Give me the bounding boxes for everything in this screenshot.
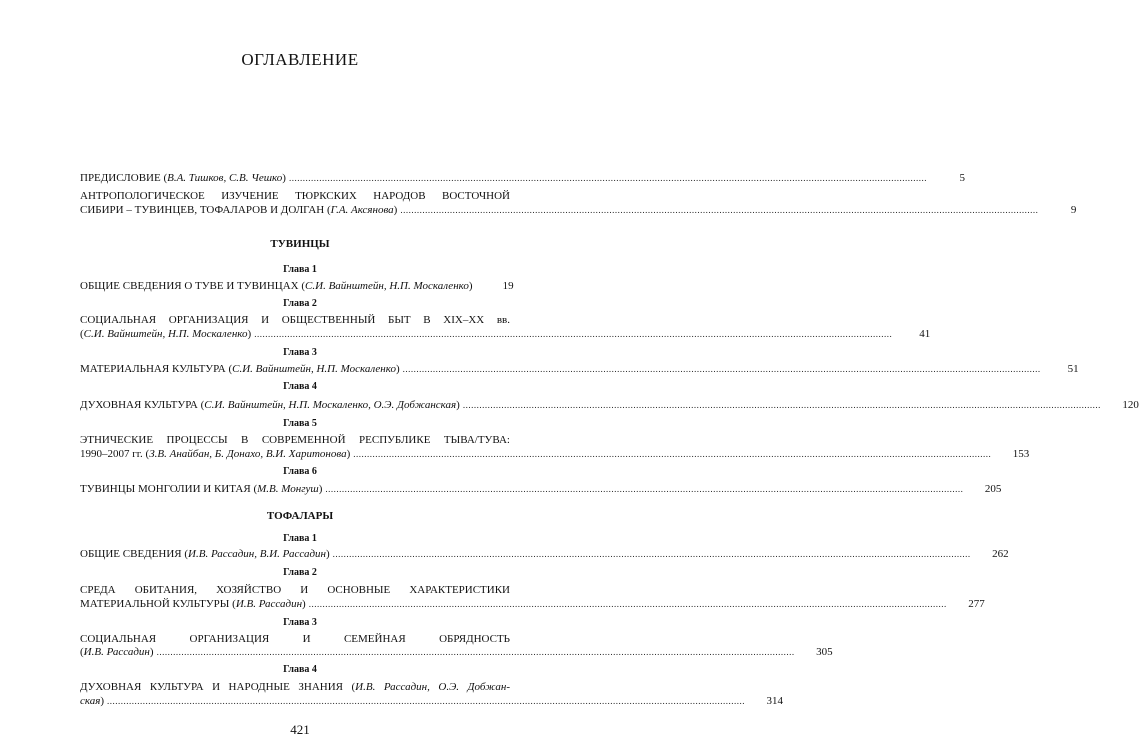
page-number: 421 [290, 722, 310, 737]
toc-page-ref: 314 [766, 695, 784, 707]
toc-entry-line1: ЭТНИЧЕСКИЕ ПРОЦЕССЫ В СОВРЕМЕННОЙ РЕСПУБЛИКЕ ТЫВА/ТУВА: [80, 434, 510, 446]
toc-entry-line1: СОЦИАЛЬНАЯ ОРГАНИЗАЦИЯ И СЕМЕЙНАЯ ОБРЯДНОСТЬ [80, 633, 510, 645]
toc-entry: ская) ..... 314 [80, 694, 510, 708]
toc-entry: МАТЕРИАЛЬНАЯ КУЛЬТУРА (С.И. Вайнштейн, Н.П. Москаленко) ..... 51 [80, 362, 510, 376]
chapter-label: Глава 4 [283, 664, 317, 675]
toc-page-ref: 153 [1012, 448, 1030, 460]
toc-entry-anthropology: СИБИРИ – ТУВИНЦЕВ, ТОФАЛАРОВ И ДОЛГАН (Г.А. Аксянова) ..... 9 [80, 203, 510, 217]
toc-entry: ТУВИНЦЫ МОНГОЛИИ И КИТАЯ (М.В. Монгуш) ..... 205 [80, 482, 510, 496]
toc-page-ref: 305 [816, 646, 833, 658]
chapter-label: Глава 5 [283, 418, 317, 429]
toc-page-ref: 120 [1122, 399, 1139, 411]
chapter-label: Глава 4 [283, 381, 317, 392]
toc-page-ref: 51 [1067, 363, 1079, 375]
toc-entry: ОБЩИЕ СВЕДЕНИЯ (И.В. Рассадин, В.И. Рассадин) ..... 262 [80, 547, 510, 561]
toc-entry: 1990–2007 гг. (З.В. Анайбан, Б. Донахо, В.И. Харитонова) ..... 153 [80, 447, 510, 461]
toc-entry-preface: ПРЕДИСЛОВИЕ (В.А. Тишков, С.В. Чешко) ..... 5 [80, 171, 510, 185]
chapter-label: Глава 3 [283, 347, 317, 358]
toc-entry: (И.В. Рассадин) ..... 305 [80, 645, 510, 659]
toc-page-ref: 205 [984, 483, 1002, 495]
toc-entry-anthropology-line1: АНТРОПОЛОГИЧЕСКОЕ ИЗУЧЕНИЕ ТЮРКСКИХ НАРОДОВ ВОСТОЧНОЙ [80, 190, 510, 202]
toc-page-ref: 9 [1070, 204, 1077, 216]
toc-entry: (С.И. Вайнштейн, Н.П. Москаленко) ..... 41 [80, 327, 510, 341]
chapter-label: Глава 1 [283, 264, 317, 275]
chapter-label: Глава 2 [283, 298, 317, 309]
toc-entry: ОБЩИЕ СВЕДЕНИЯ О ТУВЕ И ТУВИНЦАХ (С.И. Вайнштейн, Н.П. Москаленко) 19 [80, 280, 514, 292]
chapter-label: Глава 6 [283, 466, 317, 477]
toc-page-ref: 262 [992, 548, 1009, 560]
toc-entry: МАТЕРИАЛЬНОЙ КУЛЬТУРЫ (И.В. Рассадин) ..... 277 [80, 597, 510, 611]
page-title: ОГЛАВЛЕНИЕ [241, 50, 359, 69]
chapter-label: Глава 1 [283, 533, 317, 544]
toc-page-ref: 5 [959, 172, 965, 184]
toc-entry-line1: СРЕДА ОБИТАНИЯ, ХОЗЯЙСТВО И ОСНОВНЫЕ ХАРАКТЕРИСТИКИ [80, 584, 510, 596]
toc-page-ref: 19 [502, 280, 514, 292]
chapter-label: Глава 2 [283, 567, 317, 578]
chapter-label: Глава 3 [283, 617, 317, 628]
toc-entry-line1: ДУХОВНАЯ КУЛЬТУРА И НАРОДНЫЕ ЗНАНИЯ (И.В. Рассадин, О.Э. Добжан- [80, 681, 510, 693]
toc-entry-line1: СОЦИАЛЬНАЯ ОРГАНИЗАЦИЯ И ОБЩЕСТВЕННЫЙ БЫТ В XIX–XX вв. [80, 314, 510, 326]
toc-page-ref: 41 [919, 328, 931, 340]
section-heading-tuvans: ТУВИНЦЫ [270, 238, 330, 250]
toc-page-ref: 277 [968, 598, 985, 610]
toc-entry: ДУХОВНАЯ КУЛЬТУРА (С.И. Вайнштейн, Н.П. Москаленко, О.Э. Добжанская) ..... 120 [80, 398, 510, 412]
section-heading-tofalars: ТОФАЛАРЫ [266, 510, 334, 522]
